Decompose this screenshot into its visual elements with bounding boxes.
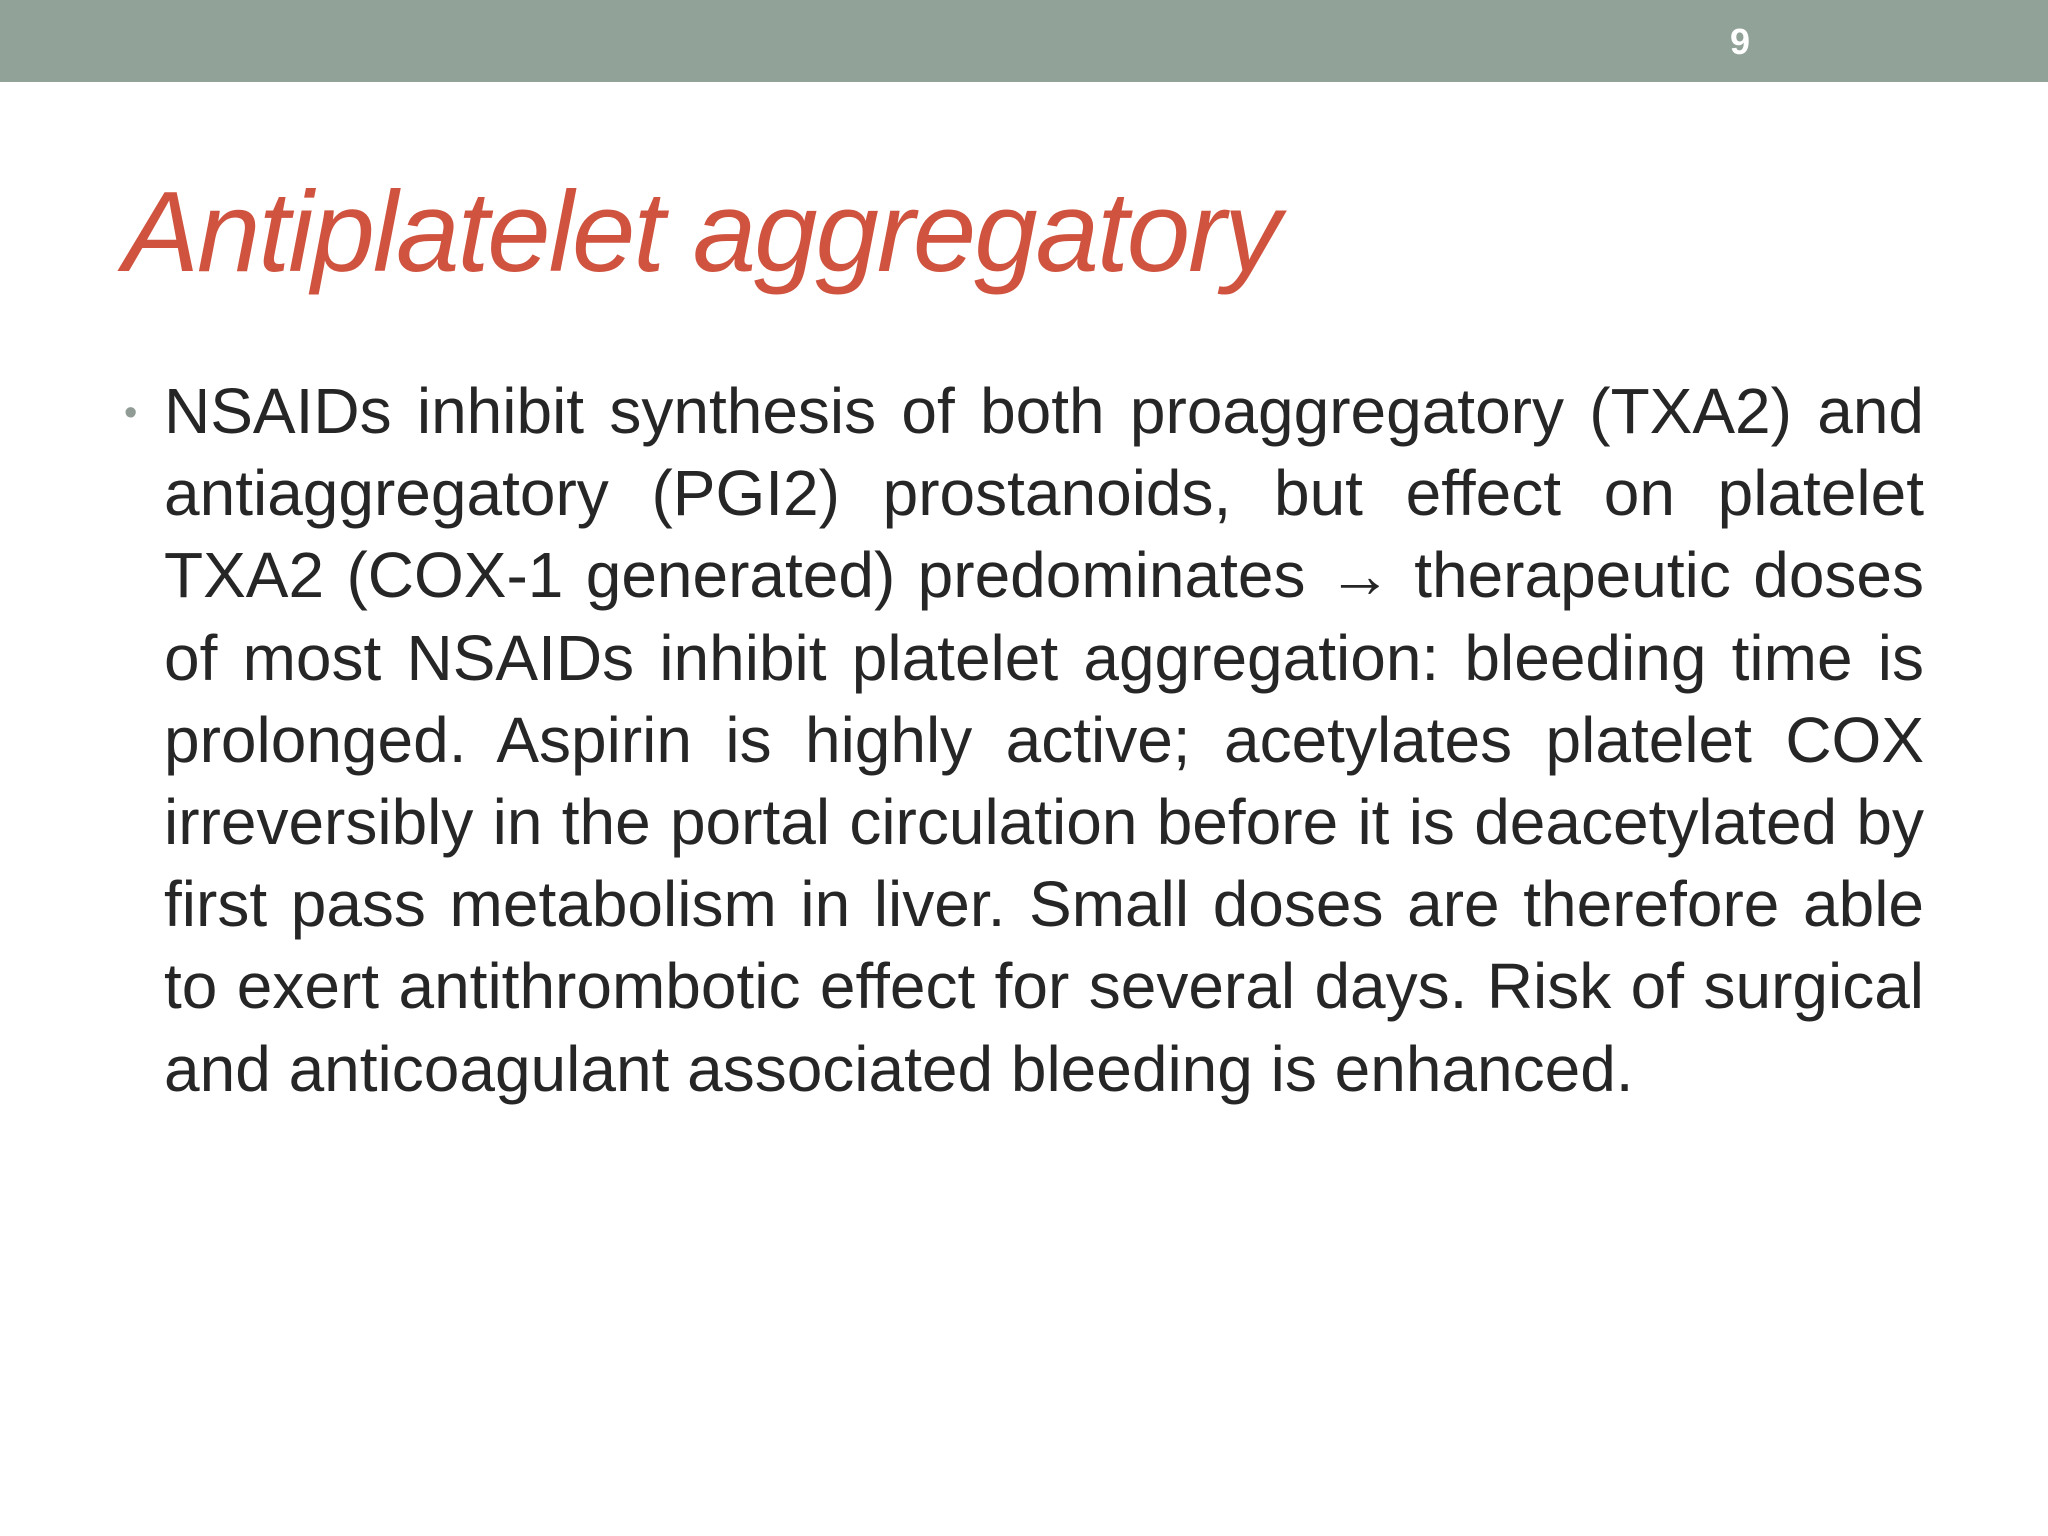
slide-title: Antiplatelet aggregatory <box>123 169 1280 296</box>
slide-number: 9 <box>1729 21 1751 62</box>
slide-header-bar <box>0 0 2048 82</box>
bullet-icon: • <box>124 392 138 434</box>
bullet-text: NSAIDs inhibit synthesis of both proaggregatory (TXA2) and antiaggregatory (PGI2) prostanoids, but effect on platelet TXA2 (COX-1 generated) predominates → therapeutic doses of most NSAIDs inhibit platelet aggregation: bleeding time is prolonged. Aspirin is highly active; acetylates platelet COX irreversibly in the portal circulation before it is deacetylated by first pass metabolism in liver. Small doses are therefore able to exert antithrombotic effect for several days. Risk of surgical and anticoagulant associated bleeding is enhanced. <box>164 375 1924 1105</box>
